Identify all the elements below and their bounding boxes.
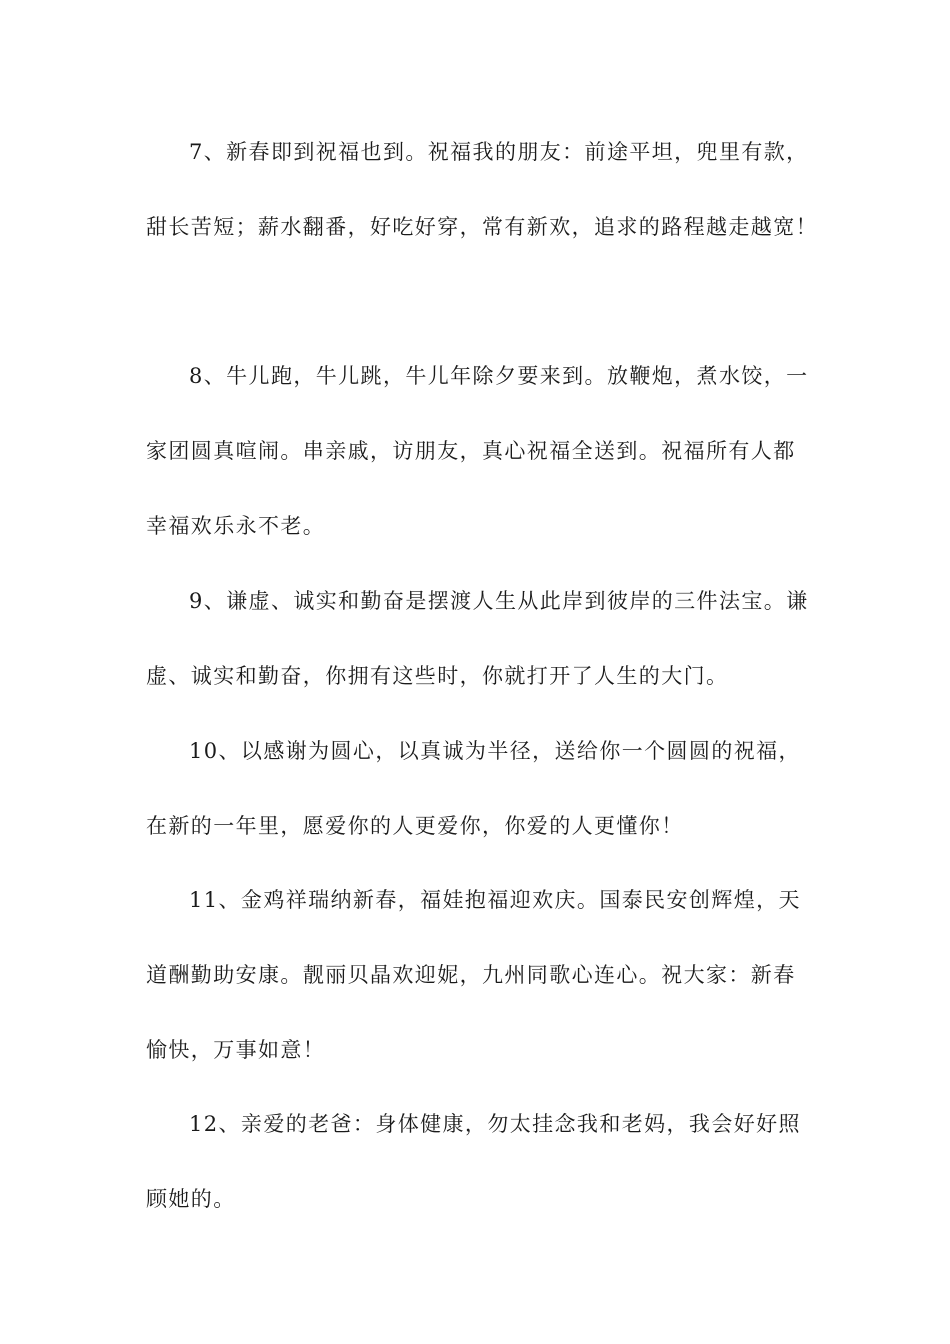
paragraph-line: 10、以感谢为圆心，以真诚为半径，送给你一个圆圆的祝福， <box>189 739 801 763</box>
paragraph-line: 在新的一年里，愿爱你的人更爱你，你爱的人更懂你！ <box>146 814 684 838</box>
paragraph-line: 7、新春即到祝福也到。祝福我的朋友：前途平坦，兜里有款， <box>189 140 809 164</box>
paragraph-line: 甜长苦短；薪水翻番，好吃好穿，常有新欢，追求的路程越走越宽！ <box>146 215 818 239</box>
paragraph-line: 愉快，万事如意！ <box>146 1038 326 1062</box>
paragraph-line: 顾她的。 <box>146 1187 236 1211</box>
paragraph-line: 12、亲爱的老爸：身体健康，勿太挂念我和老妈，我会好好照 <box>189 1112 801 1136</box>
paragraph-line: 8、牛儿跑，牛儿跳，牛儿年除夕要来到。放鞭炮，煮水饺，一 <box>189 364 809 388</box>
paragraph-line: 9、谦虚、诚实和勤奋是摆渡人生从此岸到彼岸的三件法宝。谦 <box>189 589 809 613</box>
paragraph-line: 虚、诚实和勤奋，你拥有这些时，你就打开了人生的大门。 <box>146 664 729 688</box>
paragraph-line: 道酬勤助安康。靓丽贝晶欢迎妮，九州同歌心连心。祝大家：新春 <box>146 963 796 987</box>
paragraph-line: 幸福欢乐永不老。 <box>146 514 326 538</box>
paragraph-line: 家团圆真喧闹。串亲戚，访朋友，真心祝福全送到。祝福所有人都 <box>146 439 796 463</box>
paragraph-line: 11、金鸡祥瑞纳新春，福娃抱福迎欢庆。国泰民安创辉煌，天 <box>189 888 801 912</box>
